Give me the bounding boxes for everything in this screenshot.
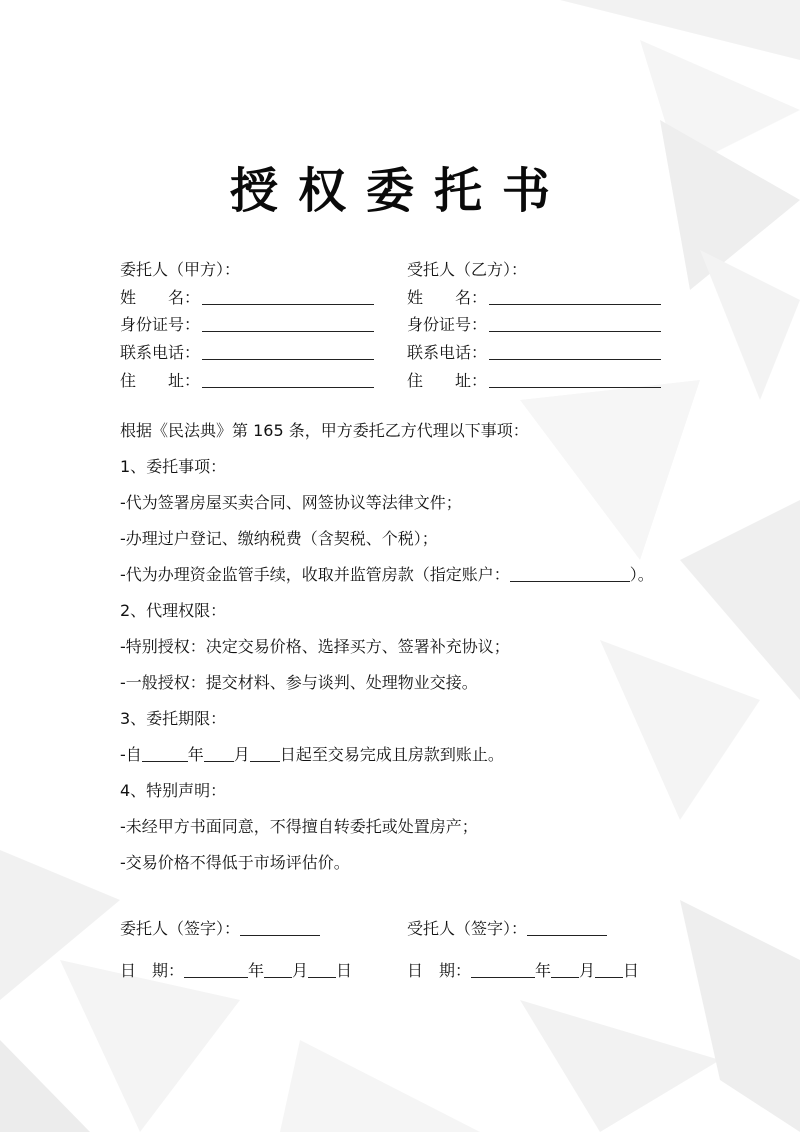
principal-date-month: 月 — [292, 961, 309, 980]
agent-id-label: 身份证号： — [407, 315, 488, 335]
agent-phone-row — [407, 339, 677, 367]
principal-id-row — [120, 311, 390, 339]
principal-heading: 委托人（甲方）： — [120, 260, 241, 279]
principal-date-row — [120, 958, 352, 981]
agent-date-year: 年 — [535, 961, 552, 980]
section-1-item-3-text: -代为办理资金监管手续，收取并监管房款（指定账户： — [120, 565, 510, 584]
agent-date-year-blank — [471, 963, 535, 978]
agent-date-day: 日 — [623, 961, 640, 980]
section-2-title: 2、代理权限： — [120, 601, 227, 620]
agent-date-month-blank — [551, 963, 579, 978]
principal-date-year: 年 — [248, 961, 265, 980]
agent-address-row — [407, 367, 677, 395]
principal-date-day: 日 — [336, 961, 353, 980]
term-year-blank — [142, 747, 188, 762]
principal-name-blank — [202, 290, 374, 305]
section-4-title: 4、特别声明： — [120, 781, 227, 800]
principal-signature-blank — [240, 921, 320, 936]
principal-signature-label: 委托人（签字）： — [120, 919, 241, 938]
section-4-item-1: -未经甲方书面同意，不得擅自转委托或处置房产； — [120, 817, 478, 836]
agent-date-row — [407, 958, 639, 981]
term-month-blank — [204, 747, 234, 762]
term-year-label: 年 — [187, 745, 204, 764]
agent-signature-blank — [527, 921, 607, 936]
principal-signature-row — [120, 916, 320, 939]
agent-id-row — [407, 311, 677, 339]
section-1-item-2: -办理过户登记、缴纳税费（含契税、个税）； — [120, 529, 438, 548]
section-2-item-2: -一般授权：提交材料、参与谈判、处理物业交接。 — [120, 673, 478, 692]
agent-phone-blank — [489, 345, 661, 360]
principal-name-row — [120, 284, 390, 312]
principal-address-row — [120, 367, 390, 395]
principal-address-label: 住 址： — [120, 370, 201, 390]
principal-name-label: 姓 名： — [120, 287, 201, 307]
principal-phone-blank — [202, 345, 374, 360]
document-body — [120, 419, 700, 887]
account-blank — [510, 567, 630, 582]
agent-address-blank — [489, 373, 661, 388]
agent-address-label: 住 址： — [407, 370, 488, 390]
agent-signature-label: 受托人（签字）： — [407, 919, 528, 938]
section-1-title: 1、委托事项： — [120, 457, 227, 476]
agent-info-block — [407, 256, 677, 394]
principal-date-day-blank — [308, 963, 336, 978]
section-2-item-1: -特别授权：决定交易价格、选择买方、签署补充协议； — [120, 637, 510, 656]
section-4-item-2: -交易价格不得低于市场评估价。 — [120, 853, 350, 872]
principal-id-label: 身份证号： — [120, 315, 201, 335]
agent-id-blank — [489, 317, 661, 332]
principal-address-blank — [202, 373, 374, 388]
principal-phone-row — [120, 339, 390, 367]
principal-id-blank — [202, 317, 374, 332]
section-1-item-3 — [120, 563, 700, 599]
agent-heading: 受托人（乙方）： — [407, 260, 528, 279]
principal-date-label: 日 期： — [120, 961, 185, 980]
agent-name-label: 姓 名： — [407, 287, 488, 307]
document-title: 授权委托书 — [229, 163, 570, 219]
agent-date-month: 月 — [579, 961, 596, 980]
intro-paragraph: 根据《民法典》第 165 条，甲方委托乙方代理以下事项： — [120, 421, 529, 440]
agent-name-blank — [489, 290, 661, 305]
term-month-label: 月 — [233, 745, 250, 764]
agent-phone-label: 联系电话： — [407, 343, 488, 363]
principal-date-month-blank — [264, 963, 292, 978]
term-day-blank — [250, 747, 280, 762]
agent-date-label: 日 期： — [407, 961, 472, 980]
section-1-item-1: -代为签署房屋买卖合同、网签协议等法律文件； — [120, 493, 462, 512]
agent-signature-row — [407, 916, 607, 939]
principal-phone-label: 联系电话： — [120, 343, 201, 363]
principal-info-block — [120, 256, 390, 394]
principal-date-year-blank — [184, 963, 248, 978]
section-3-title: 3、委托期限： — [120, 709, 227, 728]
agent-date-day-blank — [595, 963, 623, 978]
term-prefix: -自 — [120, 745, 142, 764]
term-suffix: 日起至交易完成且房款到账止。 — [279, 745, 504, 764]
agent-name-row — [407, 284, 677, 312]
section-3-term — [120, 743, 700, 779]
section-1-item-3-end: ）。 — [629, 565, 654, 584]
